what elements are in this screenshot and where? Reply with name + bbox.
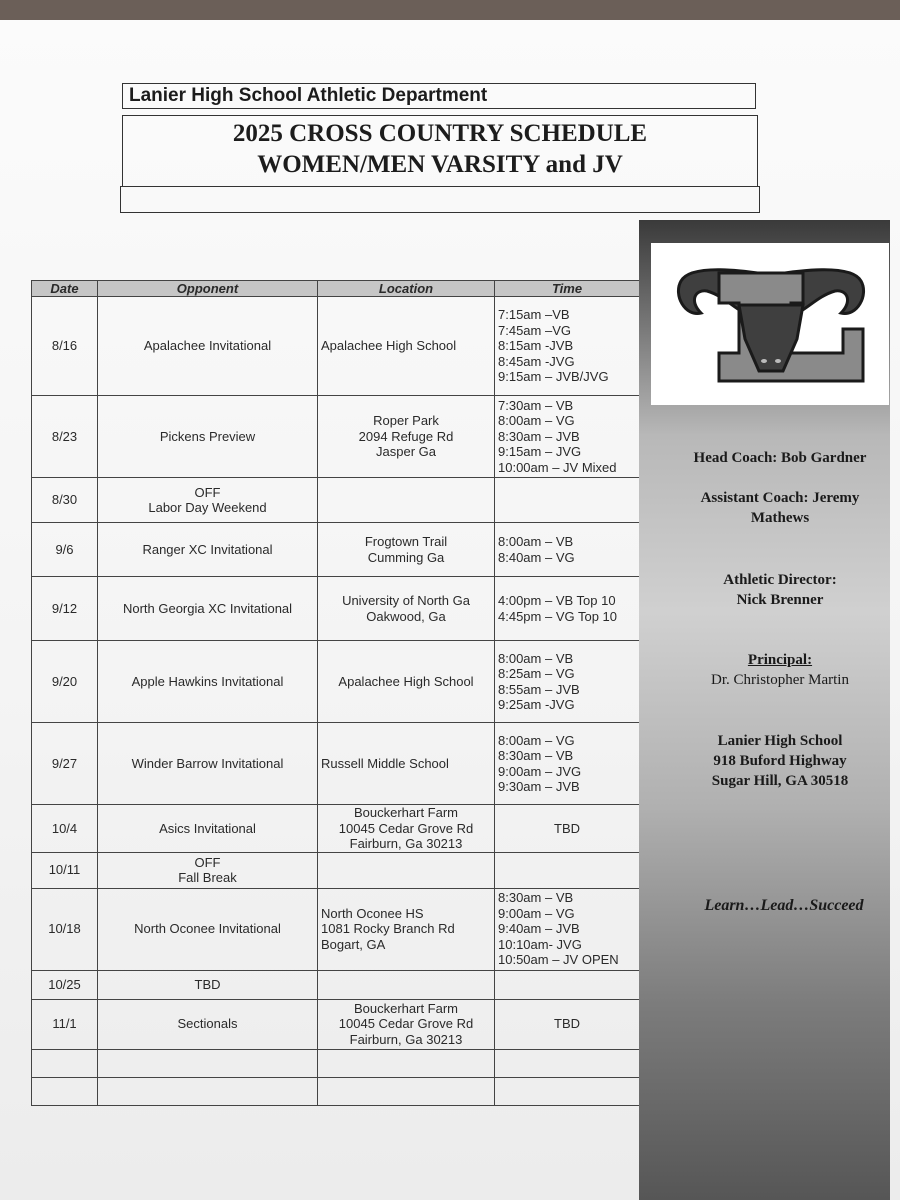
cell-opponent-line: Winder Barrow Invitational — [131, 755, 284, 771]
table-row — [32, 723, 640, 805]
table-row — [32, 1049, 640, 1077]
cell-opponent-line: OFF — [194, 854, 221, 870]
cell-opponent — [98, 888, 318, 970]
cell-time-line: 9:40am – JVB — [498, 921, 580, 937]
cell-location-line: 2094 Refuge Rd — [358, 428, 454, 444]
cell-location-line: Bouckerhart Farm — [353, 805, 459, 820]
cell-opponent — [98, 805, 318, 853]
school-name: Lanier High School — [717, 733, 843, 749]
cell-date: 10/4 — [32, 805, 98, 853]
cell-time-line: 8:00am – VG — [498, 732, 575, 748]
cell-time-line: 8:30am – VB — [498, 890, 574, 906]
cell-location — [318, 999, 495, 1049]
cell-location — [318, 396, 495, 478]
cell-location-line: Russell Middle School — [321, 755, 449, 771]
cell-time-line: 9:00am – VG — [498, 905, 575, 921]
cell-date: 10/11 — [32, 852, 98, 888]
cell-location — [318, 297, 495, 396]
school-address — [660, 731, 900, 791]
cell-time — [495, 641, 640, 723]
athletic-director-line-1: Athletic Director: — [723, 572, 837, 588]
table-row — [32, 805, 640, 853]
cell-location-line: Cumming Ga — [367, 549, 445, 565]
cell-time — [495, 1077, 640, 1105]
longhorn-logo-icon — [651, 243, 889, 405]
cell-location-line: University of North Ga — [342, 593, 470, 608]
cell-date: 8/23 — [32, 396, 98, 478]
cell-date — [32, 1077, 98, 1105]
cell-time-line: 8:30am – JVB — [498, 428, 580, 444]
table-row — [32, 396, 640, 478]
cell-time-line: 9:15am – JVG — [498, 444, 582, 460]
cell-date: 8/16 — [32, 297, 98, 396]
cell-location-line: Bouckerhart Farm — [353, 1000, 459, 1016]
cell-time — [495, 1049, 640, 1077]
cell-location-line: 10045 Cedar Grove Rd — [338, 1016, 474, 1032]
cell-location-line: Frogtown Trail — [364, 534, 448, 549]
principal-label: Principal: — [747, 652, 813, 668]
cell-opponent — [98, 723, 318, 805]
cell-opponent — [98, 478, 318, 523]
column-header-time: Time — [495, 281, 640, 297]
cell-time-line: 8:25am – VG — [498, 666, 575, 681]
cell-location — [318, 577, 495, 641]
cell-date: 9/27 — [32, 723, 98, 805]
head-coach: Head Coach: Bob Gardner — [693, 450, 867, 466]
cell-time-line: 8:30am – VB — [498, 748, 574, 763]
cell-opponent — [98, 641, 318, 723]
table-row — [32, 888, 640, 970]
cell-time-line: 8:45am -JVG — [498, 353, 575, 369]
cell-time-line: 10:50am – JV OPEN — [498, 952, 619, 968]
cell-time-line: 8:00am – VG — [498, 413, 575, 429]
table-header-row — [32, 281, 640, 297]
cell-time — [495, 297, 640, 396]
cell-time-line: 7:30am – VB — [498, 397, 574, 413]
cell-location-line: 10045 Cedar Grove Rd — [338, 820, 474, 836]
cell-opponent-line: Sectionals — [177, 1016, 238, 1032]
cell-time — [495, 396, 640, 478]
cell-opponent-line: Asics Invitational — [159, 820, 256, 836]
cell-opponent — [98, 523, 318, 577]
cell-time-line: 8:15am -JVB — [498, 338, 574, 354]
table-row — [32, 1077, 640, 1105]
cell-opponent — [98, 999, 318, 1049]
cell-time-line: 8:00am – VB — [498, 650, 574, 666]
cell-date: 10/25 — [32, 970, 98, 999]
assistant-coach-line-2: Mathews — [750, 510, 810, 526]
cell-time-line: 9:25am -JVG — [498, 697, 575, 712]
assistant-coach-line-1: Assistant Coach: Jeremy — [700, 490, 860, 506]
cell-time — [495, 478, 640, 523]
table-row — [32, 478, 640, 523]
cell-time-line: 4:45pm – VG Top 10 — [498, 608, 618, 624]
cell-time — [495, 852, 640, 888]
cell-location-line: 1081 Rocky Branch Rd — [321, 921, 455, 937]
cell-time — [495, 577, 640, 641]
cell-location-line: Bogart, GA — [321, 936, 386, 952]
assistant-coach — [660, 488, 900, 528]
cell-location — [318, 523, 495, 577]
cell-location — [318, 478, 495, 523]
principal — [660, 650, 900, 690]
cell-date: 9/20 — [32, 641, 98, 723]
cell-location-line: Fairburn, Ga 30213 — [349, 1031, 463, 1047]
column-header-opponent: Opponent — [98, 281, 318, 297]
cell-location-line: Jasper Ga — [376, 444, 436, 460]
schedule-table — [31, 280, 640, 1106]
cell-time-line: 10:10am- JVG — [498, 936, 582, 952]
cell-opponent-line: Fall Break — [178, 870, 237, 885]
cell-date — [32, 1049, 98, 1077]
cell-opponent — [98, 396, 318, 478]
cell-time-line: 8:55am – JVB — [498, 681, 580, 697]
cell-opponent — [98, 297, 318, 396]
cell-opponent — [98, 1077, 318, 1105]
cell-date: 8/30 — [32, 478, 98, 523]
cell-location-line: Oakwood, Ga — [366, 608, 446, 624]
table-row — [32, 852, 640, 888]
cell-time-line: TBD — [554, 1016, 580, 1032]
empty-header-box — [120, 186, 760, 213]
cell-time-line: 7:45am –VG — [498, 322, 571, 338]
table-row — [32, 523, 640, 577]
cell-location — [318, 970, 495, 999]
cell-opponent — [98, 577, 318, 641]
schedule-subtitle: WOMEN/MEN VARSITY and JV — [257, 151, 623, 178]
cell-opponent-line: Pickens Preview — [159, 428, 256, 444]
cell-time-line: 10:00am – JV Mixed — [498, 459, 617, 475]
cell-opponent — [98, 970, 318, 999]
cell-time — [495, 970, 640, 999]
motto: Learn…Lead…Succeed — [704, 897, 864, 914]
cell-location-line: North Oconee HS — [321, 905, 424, 921]
cell-time-line: 7:15am –VB — [498, 307, 570, 323]
principal-name: Dr. Christopher Martin — [711, 672, 849, 688]
athletic-director-line-2: Nick Brenner — [736, 592, 824, 608]
column-header-date: Date — [32, 281, 98, 297]
cell-opponent-line: Apalachee Invitational — [143, 338, 272, 354]
department-header: Lanier High School Athletic Department — [122, 83, 756, 109]
cell-time — [495, 805, 640, 853]
cell-opponent-line: Ranger XC Invitational — [142, 541, 273, 557]
table-row — [32, 577, 640, 641]
logo-panel — [651, 243, 889, 405]
cell-opponent — [98, 852, 318, 888]
school-street: 918 Buford Highway — [713, 753, 847, 769]
cell-opponent-line: OFF — [194, 484, 221, 500]
cell-opponent-line: TBD — [194, 976, 221, 992]
cell-location — [318, 723, 495, 805]
table-row — [32, 297, 640, 396]
cell-opponent-line: Labor Day Weekend — [148, 500, 267, 515]
cell-time-line: 8:00am – VB — [498, 534, 574, 549]
cell-location — [318, 1049, 495, 1077]
cell-time — [495, 723, 640, 805]
schedule-rows — [32, 297, 640, 1106]
cell-time-line: 8:40am – VG — [498, 549, 575, 565]
cell-date: 10/18 — [32, 888, 98, 970]
table-row — [32, 970, 640, 999]
cell-time-line: 9:30am – JVB — [498, 779, 580, 794]
cell-location — [318, 641, 495, 723]
cell-location-line: Fairburn, Ga 30213 — [349, 836, 463, 851]
cell-date: 9/12 — [32, 577, 98, 641]
cell-opponent-line: North Oconee Invitational — [134, 921, 281, 937]
cell-time — [495, 999, 640, 1049]
cell-location — [318, 805, 495, 853]
cell-time-line: TBD — [554, 820, 580, 836]
cell-time-line: 9:00am – JVG — [498, 763, 582, 779]
cell-location-line: Apalachee High School — [338, 673, 474, 689]
cell-time-line: 4:00pm – VB Top 10 — [498, 593, 616, 608]
cell-time — [495, 523, 640, 577]
cell-opponent — [98, 1049, 318, 1077]
cell-opponent-line: North Georgia XC Invitational — [122, 600, 293, 616]
cell-date: 9/6 — [32, 523, 98, 577]
cell-location — [318, 888, 495, 970]
athletic-director — [660, 570, 900, 610]
cell-location — [318, 1077, 495, 1105]
school-city: Sugar Hill, GA 30518 — [711, 773, 849, 789]
column-header-location: Location — [318, 281, 495, 297]
cell-location-line: Roper Park — [373, 413, 439, 429]
cell-location-line: Apalachee High School — [321, 338, 457, 354]
cell-time — [495, 888, 640, 970]
table-row — [32, 641, 640, 723]
table-row — [32, 999, 640, 1049]
schedule-title-box — [122, 115, 758, 187]
cell-location — [318, 852, 495, 888]
cell-time-line: 9:15am – JVB/JVG — [498, 369, 609, 385]
cell-opponent-line: Apple Hawkins Invitational — [131, 673, 284, 689]
cell-date: 11/1 — [32, 999, 98, 1049]
schedule-title: 2025 CROSS COUNTRY SCHEDULE — [232, 120, 648, 147]
